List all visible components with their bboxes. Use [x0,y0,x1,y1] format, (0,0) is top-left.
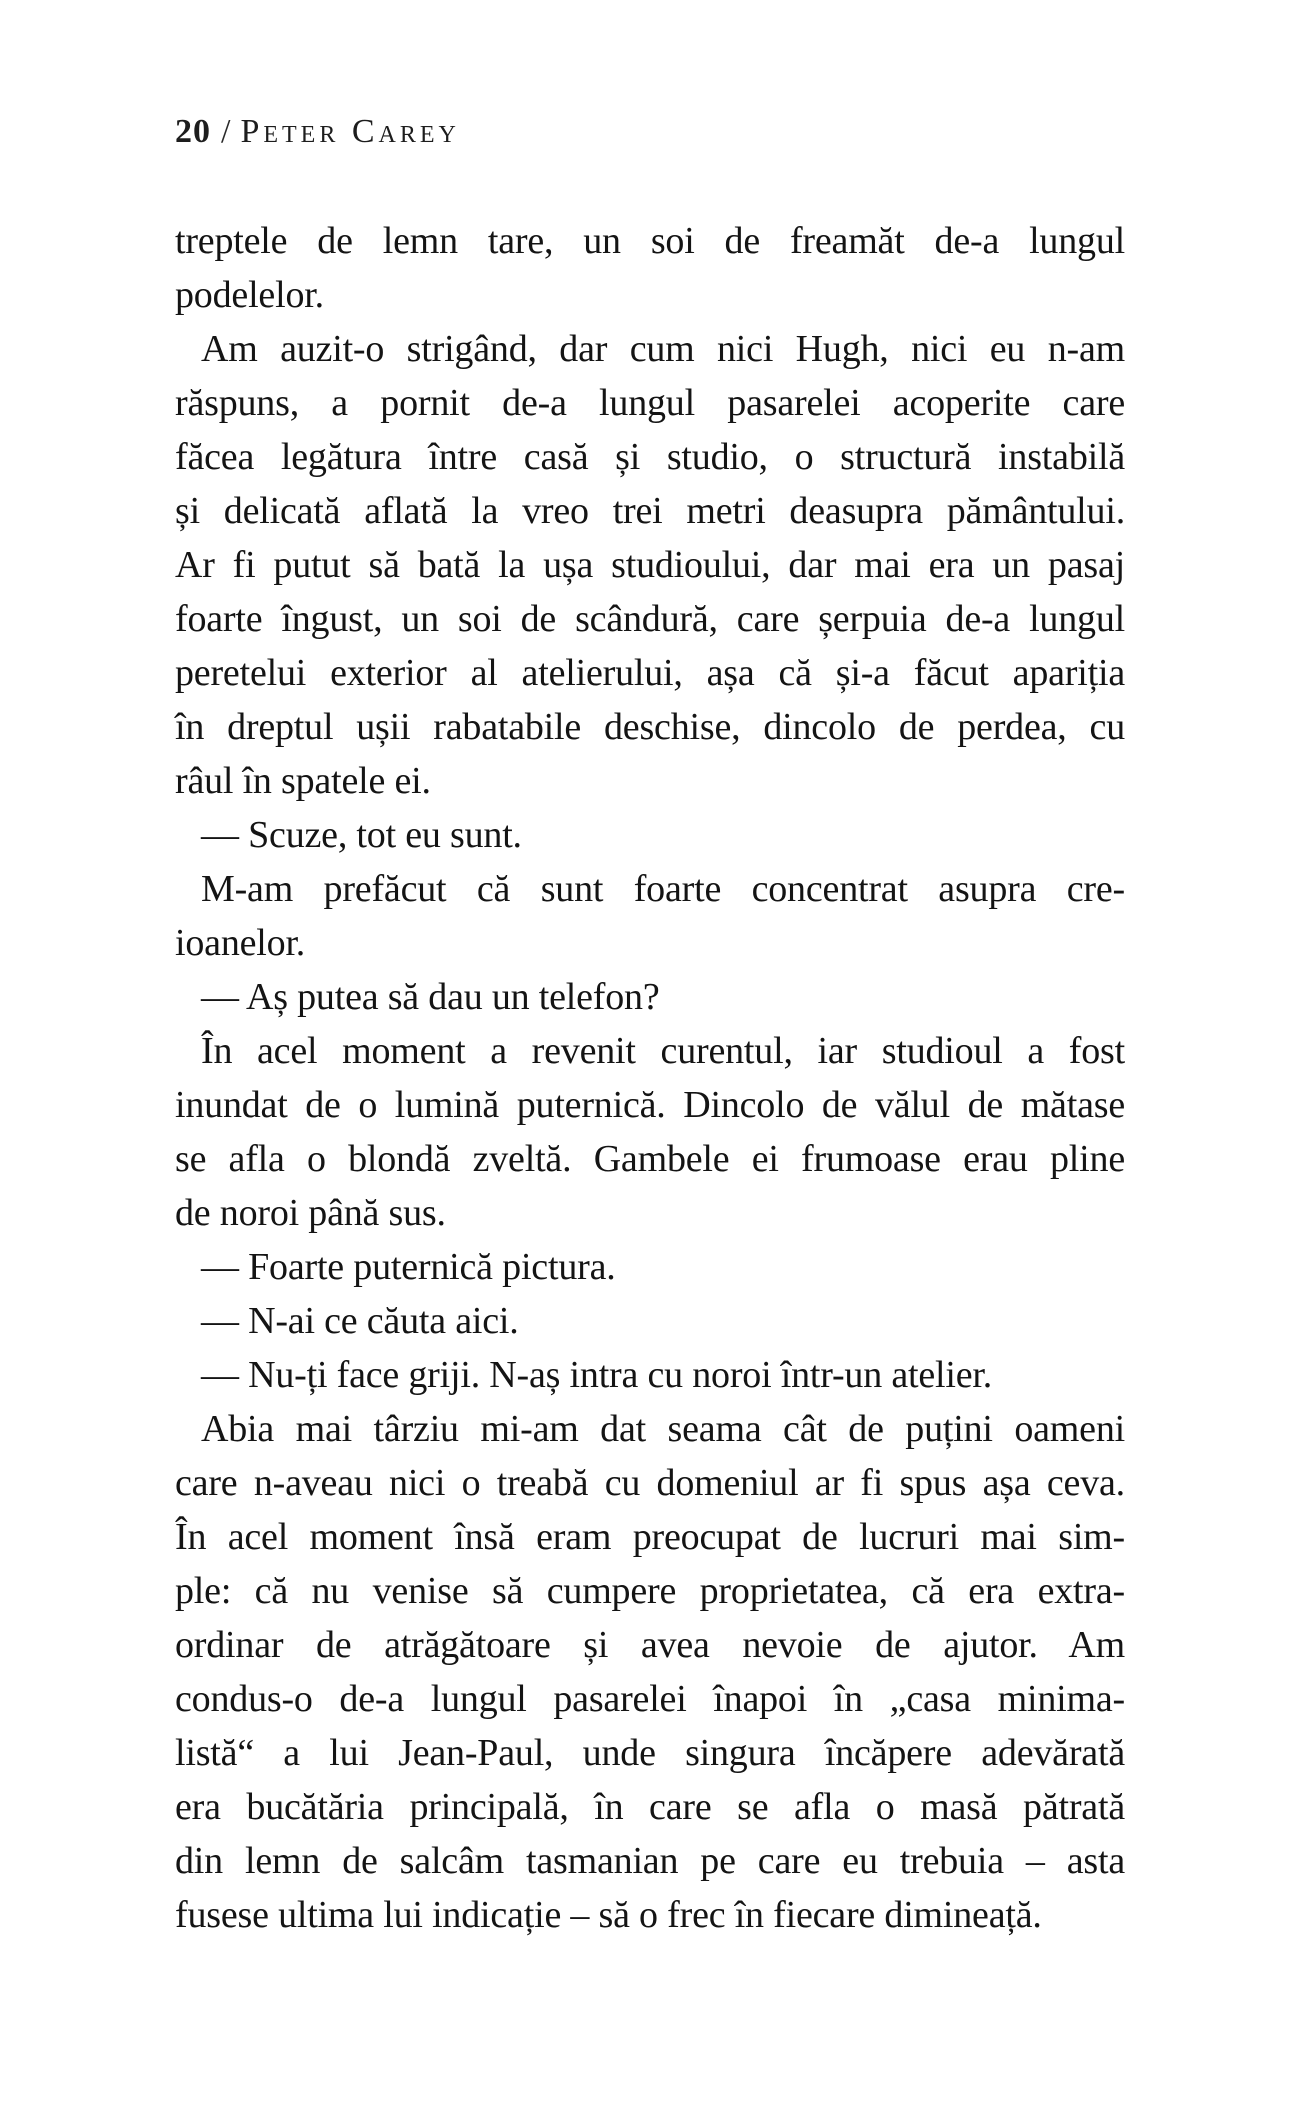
page-number: 20 [175,113,211,150]
paragraph [175,808,1125,862]
text-line: inundat de o lumină puternică. Dincolo de vălul de mătase [175,1084,1125,1126]
text-line: listă“ a lui Jean-Paul, unde singura încăpere adevărată [175,1732,1125,1774]
text-line: — N-ai ce căuta aici. [201,1300,519,1342]
text-line: care n-aveau nici o treabă cu domeniul ar fi spus așa ceva. [175,1462,1125,1504]
text-line: ioanelor. [175,922,306,964]
text-line: M-am prefăcut că sunt foarte concentrat asupra cre- [201,868,1125,910]
text-line: treptele de lemn tare, un soi de freamăt de-a lungul [175,220,1125,262]
text-line: condus-o de-a lungul pasarelei înapoi în „casa minima- [175,1678,1125,1720]
text-line: În acel moment însă eram preocupat de lucruri mai sim- [175,1516,1125,1558]
text-line: Ar fi putut să bată la ușa studioului, dar mai era un pasaj [175,544,1125,586]
text-line: râul în spatele ei. [175,760,431,802]
running-header [175,112,1125,152]
text-line: în dreptul ușii rabatabile deschise, dincolo de perdea, cu [175,706,1125,748]
paragraph [175,1348,1125,1402]
text-line: peretelui exterior al atelierului, așa că și-a făcut apariția [175,652,1125,694]
text-line: se afla o blondă zveltă. Gambele ei frumoase erau pline [175,1138,1125,1180]
text-line: ordinar de atrăgătoare și avea nevoie de ajutor. Am [175,1624,1125,1666]
paragraph [175,1294,1125,1348]
text-line: și delicată aflată la vreo trei metri deasupra pământului. [175,490,1125,532]
paragraph [175,862,1125,970]
text-line: de noroi până sus. [175,1192,446,1234]
paragraph [175,322,1125,808]
text-line: podelelor. [175,274,324,316]
text-line: ple: că nu venise să cumpere proprietatea, că era extra- [175,1570,1125,1612]
text-line: făcea legătura între casă și studio, o structură instabilă [175,436,1125,478]
paragraph [175,214,1125,322]
text-line: Abia mai târziu mi-am dat seama cât de puțini oameni [201,1408,1125,1450]
paragraph [175,1024,1125,1240]
text-line: din lemn de salcâm tasmanian pe care eu trebuia – asta [175,1840,1125,1882]
page-body [175,214,1125,1942]
text-line: — Scuze, tot eu sunt. [201,814,522,856]
author-name: Peter Carey [240,113,460,150]
text-line: era bucătăria principală, în care se afla o masă pătrată [175,1786,1125,1828]
paragraph [175,1240,1125,1294]
paragraph [175,1402,1125,1942]
paragraph [175,970,1125,1024]
text-line: — Aș putea să dau un telefon? [201,976,660,1018]
text-line: Am auzit-o strigând, dar cum nici Hugh, nici eu n-am [201,328,1125,370]
text-line: foarte îngust, un soi de scândură, care șerpuia de-a lungul [175,598,1125,640]
text-line: — Nu-ți face griji. N-aș intra cu noroi într-un atelier. [201,1354,993,1396]
text-line: fusese ultima lui indicație – să o frec în fiecare dimineață. [175,1894,1042,1936]
text-line: În acel moment a revenit curentul, iar studioul a fost [201,1030,1125,1072]
header-separator: / [221,113,231,150]
text-line: — Foarte puternică pictura. [201,1246,616,1288]
text-line: răspuns, a pornit de-a lungul pasarelei acoperite care [175,382,1125,424]
